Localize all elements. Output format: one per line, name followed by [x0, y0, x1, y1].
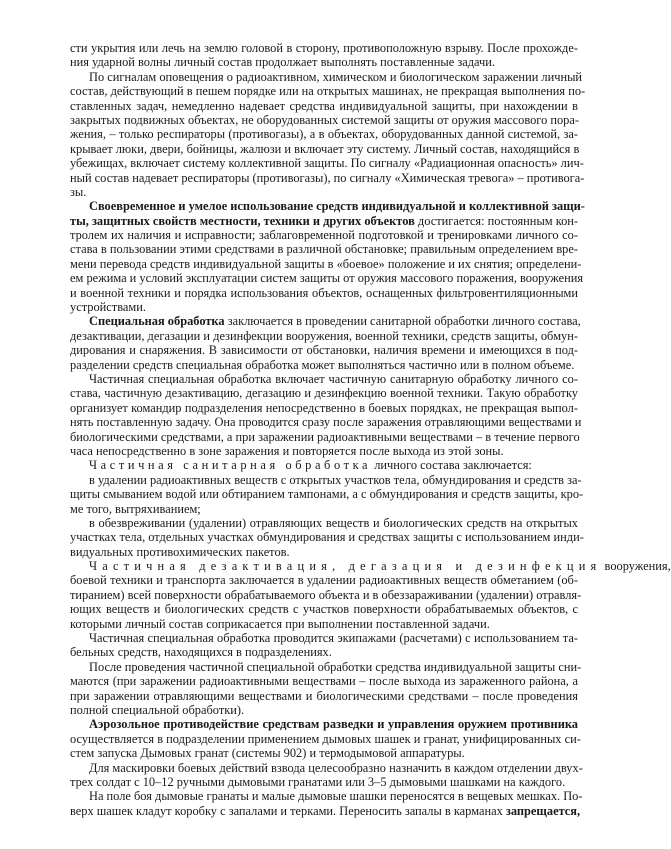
text-line: убежищах, включает систему коллективной защиты. По сигналу «Радиационная опасность» лич- — [70, 156, 584, 171]
paragraph — [70, 631, 578, 660]
text-line: крывает люки, двери, бойницы, жалюзи и включает эту систему. Личный состав, находящийся в — [70, 141, 580, 156]
bold-term: ты, защитных свойств местности, техники и других объектов — [70, 213, 415, 228]
text-line: боевой техники и транспорта заключается в удалении радиоактивных веществ обметанием (об- — [70, 573, 578, 588]
text-line — [70, 717, 578, 731]
text-line: и военной техники и порядка использования объектов, оснащенных фильтровентиляционными — [70, 285, 578, 300]
text-line: дирования и снаряжения. В зависимости от обстановки, наличия времени и имеющихся в под- — [70, 343, 578, 358]
text-line: при заражении отравляющими веществами и биологическими средствами – после проведения — [70, 688, 578, 703]
text-line — [70, 199, 585, 214]
text-line: сти укрытия или лечь на землю головой в сторону, противоположную взрыву. После прохожде- — [70, 41, 578, 55]
text-line: мени перевода средств индивидуальной защиты в «боевое» положение и их снятия; определени- — [70, 256, 582, 271]
text-line: ный состав надевает респираторы (противогазы), по сигналу «Химическая тревога» – противога- — [70, 170, 585, 185]
bold-term: Своевременное и умелое использование средств индивидуальной и коллективной защи- — [89, 199, 585, 214]
document-page — [70, 41, 671, 818]
text-line: зы. — [70, 184, 87, 199]
text-line: видуальных противохимических пакетов. — [70, 544, 290, 559]
spaced-term: Частичная санитарная обработка — [89, 458, 372, 473]
text-line: тиранием) всей поверхности обрабатываемого объекта и в обеззараживании (удалении) отравля- — [70, 587, 582, 602]
text-line — [70, 214, 578, 228]
text-line: бельных средств, находящихся в подразделениях. — [70, 645, 332, 660]
paragraph — [70, 41, 578, 70]
text-run: вооружения, — [601, 559, 671, 574]
text-line: стем запуска Дымовых гранат (системы 902) и термодымовой аппаратуры. — [70, 746, 465, 761]
text-line: полной специальной обработки). — [70, 702, 245, 717]
text-line — [70, 314, 581, 329]
text-line: разделении средств специальная обработка может выполняться частично или в полном объеме. — [70, 357, 575, 372]
text-line: На поле боя дымовые гранаты и малые дымовые шашки переносятся в вещевых мешках. По- — [89, 789, 583, 804]
paragraph — [70, 789, 583, 818]
text-line: Частичная специальная обработка проводится экипажами (расчетами) с использованием та- — [89, 631, 578, 646]
bold-term: Специальная обработка — [89, 314, 225, 329]
text-line: Для маскировки боевых действий взвода целесообразно назначить в каждом отделении двух- — [89, 760, 583, 775]
text-line: ющих веществ и биологических средств с участков поверхности обрабатываемых объектов, с — [70, 602, 578, 617]
bold-term: Аэрозольное противодействие средствам разведки и управления оружием противника — [89, 717, 578, 732]
text-line: ния ударной волны личный состав продолжает выполнять поставленные задачи. — [70, 55, 495, 70]
text-line: Частичная специальная обработка включает частичную санитарную обработку личного со- — [89, 371, 578, 386]
text-line: часа непосредственно в зоне заражения и повторяется после выхода из этой зоны. — [70, 443, 504, 458]
text-line: организует командир подразделения непосредственно в боевых порядках, не прекращая выпол- — [70, 400, 578, 415]
text-line: щиты смыванием водой или обтиранием тампонами, а с обмундирования и средств защиты, кро- — [70, 487, 584, 502]
text-line: устройствами. — [70, 300, 146, 315]
text-line: закрытых подвижных объектах, не оборудованных системой защиты от оружия массового пора- — [70, 112, 580, 127]
text-line: става, частичную дезактивацию, дегазацию и дезинфекцию военной техники. Такую обработку — [70, 386, 578, 401]
text-line: жения, – только респираторы (противогазы), а в объектах, оборудованных данной системой, за- — [70, 127, 578, 142]
text-line: состав, действующий в пешем порядке или на открытых машинах, не прекращая выполнения по- — [70, 84, 586, 99]
paragraph — [70, 69, 586, 200]
text-line: участках тела, отдельных участках обмундирования и средствах защиты с использованием инди- — [70, 530, 584, 545]
bold-term: запрещается, — [505, 803, 581, 818]
paragraph-spaced-heading — [70, 458, 578, 472]
text-run: верх шашек кладут коробку с запалами и терками. Переносить запалы в карманах — [70, 803, 506, 818]
text-line: маются (при заражении радиоактивными веществами – после выхода из зараженного района, а — [70, 674, 578, 689]
text-line — [70, 458, 578, 472]
text-line: нять поставленную задачу. Она проводится сразу после заражения отравляющими веществами и — [70, 415, 582, 430]
paragraph — [70, 472, 584, 516]
text-line: осуществляется в подразделении применением дымовых шашек и гранат, унифицированных си- — [70, 731, 581, 746]
text-line: в удалении радиоактивных веществ с открытых участков тела, обмундирования и средств за- — [89, 472, 582, 487]
paragraph-bold-lead — [70, 199, 585, 315]
paragraph-spaced-heading — [70, 559, 671, 631]
text-run: личного состава заключается: — [371, 458, 532, 473]
text-line — [70, 559, 671, 574]
paragraph — [70, 371, 582, 458]
text-line: в обезвреживании (удалении) отравляющих веществ и биологических средств на открытых — [89, 515, 578, 530]
text-line — [70, 803, 581, 818]
text-line: дезактивации, дегазации и дезинфекции вооружения, военной техники, средств защиты, обмун- — [70, 328, 578, 343]
text-run: достигается: постоянным кон- — [414, 213, 579, 228]
spaced-term: Частичная дезактивация, дегазация и дезинфекция — [89, 559, 602, 574]
paragraph-special-treatment — [70, 314, 581, 372]
text-line: тролем их наличия и исправности; заблаговременной подготовкой и тренировками личного со- — [70, 228, 578, 243]
text-line: трех солдат с 10–12 ручными дымовыми гранатами или 3–5 дымовыми шашками на каждого. — [70, 774, 566, 789]
paragraph — [70, 659, 582, 718]
text-line: ставленных задач, немедленно надевает средства индивидуальной защиты, при нахождении в — [70, 98, 578, 113]
text-line: става в пользовании этими средствами в различной обстановке; правильным определением вре- — [70, 242, 578, 257]
text-line: После проведения частичной специальной обработки средства индивидуальной защиты сни- — [89, 659, 582, 674]
text-line: ме того, вытряхиванием; — [70, 501, 201, 516]
text-line: которыми личный состав соприкасается при выполнении поставленной задачи. — [70, 616, 490, 631]
paragraph — [70, 515, 584, 559]
text-line: ем режима и условий эксплуатации систем защиты от оружия массового поражения, вооружения — [70, 271, 584, 286]
text-line: биологическими средствами, а при заражении радиоактивными веществами – в течение первого — [70, 429, 580, 444]
text-run: заключается в проведении санитарной обработки личного состава, — [224, 314, 581, 329]
paragraph-aerosol — [70, 717, 581, 761]
text-line: По сигналам оповещения о радиоактивном, химическом и биологическом заражении личный — [89, 69, 583, 84]
paragraph — [70, 760, 583, 790]
